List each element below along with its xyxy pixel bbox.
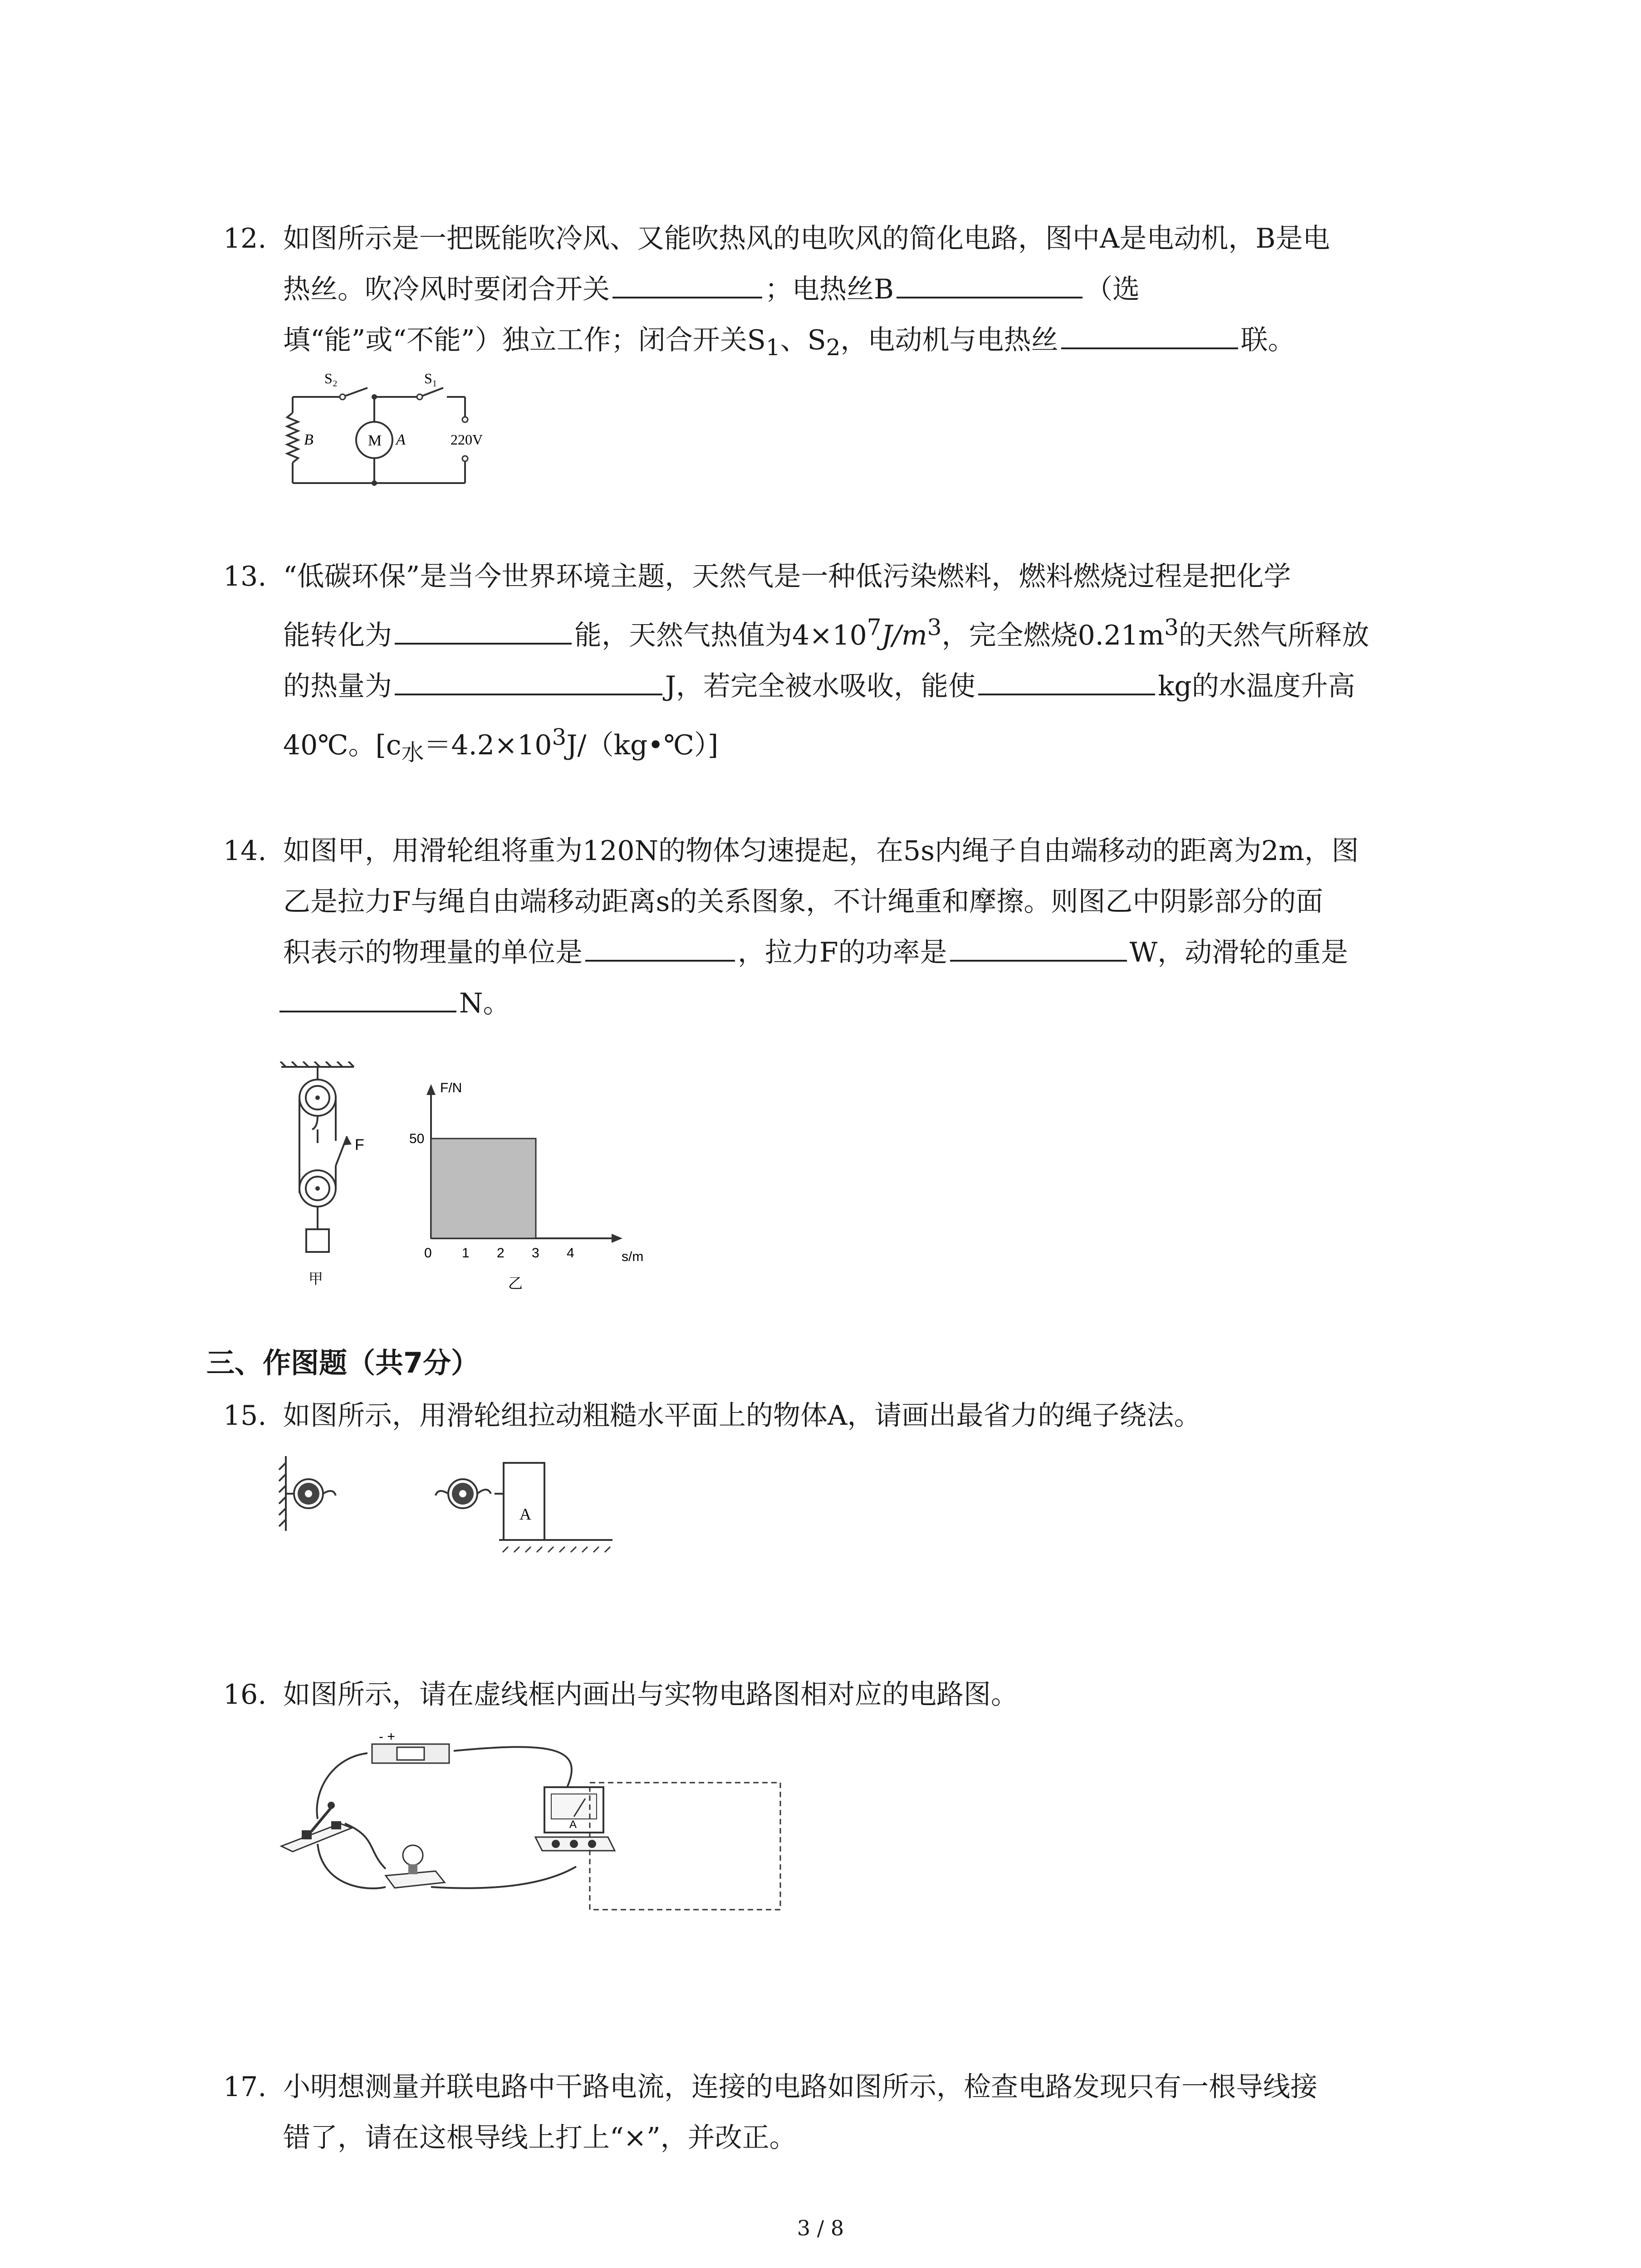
q14-line-4: N。 [223,978,1457,1029]
answer-blank[interactable] [950,933,1127,962]
svg-text:- +: - + [379,1733,395,1744]
question-number: 15. [223,1400,267,1432]
x-tick-1: 1 [462,1246,470,1261]
q14-line-2: 乙是拉力F与绳自由端移动距离s的关系图象，不计绳重和摩擦。则图乙中阴影部分的面 [283,886,1323,918]
object-a-label: A [519,1505,531,1523]
y-tick-50: 50 [409,1131,425,1146]
answer-blank[interactable] [279,983,456,1012]
q13-line-4: 40℃。$[c_水=4.2\times 10^3J/(kg•℃)]$ [283,724,719,766]
q12-line-2: 热丝。吹冷风时要闭合开关 ；电热丝B （选 [283,264,1457,315]
horizontal-pulley-figure [272,1454,626,1554]
label-s2: S₂ [324,370,338,386]
x-axis-label: s/m [622,1249,644,1264]
answer-blank[interactable] [395,666,662,695]
question-13 [223,551,1457,778]
shaded-work-area [431,1139,536,1238]
pulley-system-figure [272,1061,390,1297]
q17-line-1: 小明想测量并联电路中干路电流，连接的电路如图所示，检查电路发现只有一根导线接 [283,2071,1318,2103]
page-number: 3 / 8 [797,2216,844,2240]
q12-line-1: 如图所示是一把既能吹冷风、又能吹热风的电吹风的简化电路，图中A是电动机，B是电 [283,223,1330,254]
label-b: B [304,431,314,448]
q12-line-3: 填“能”或“不能”）独立工作；闭合开关$S_1$、$S_2$，电动机与电热丝 联。 [283,315,1457,373]
question-17 [223,2062,1457,2163]
x-tick-3: 3 [532,1246,539,1261]
ammeter [535,1787,615,1851]
ammeter-label: A [569,1818,577,1831]
x-tick-4: 4 [567,1246,574,1261]
label-a: A [396,431,406,448]
question-16 [223,1669,1457,1720]
answer-blank[interactable] [395,616,572,645]
q14-line-1: 如图甲，用滑轮组将重为120N的物体匀速提起，在5s内绳子自由端移动的距离为2m，图 [283,835,1359,867]
section-heading: 三、作图题（共7分） [206,1346,480,1379]
x-tick-2: 2 [497,1246,505,1261]
question-number: 17. [223,2071,267,2103]
force-label: F [355,1136,364,1154]
question-number: 12. [223,223,267,254]
question-12 [223,213,1457,373]
circuit-answer-box[interactable] [590,1783,780,1910]
q13-line-2: 能转化为 能，天然气热值为$4\times 10^7J/m^3$，完全燃烧$0.21m^3$的天然气所释放 [283,614,1369,651]
figure-yi-label: 乙 [508,1275,523,1292]
answer-blank[interactable] [978,666,1155,695]
question-number: 13. [223,561,267,592]
q14-line-3: 积表示的物理量的单位是 ，拉力F的功率是 W，动滑轮的重是 [283,927,1457,978]
q17-line-2: 错了，请在这根导线上打上“×”，并改正。 [283,2122,797,2154]
question-number: 16. [223,1679,267,1711]
q13-line-3: 的热量为 J，若完全被水吸收，能使 kg的水温度升高 [283,661,1457,712]
q16-line-1: 如图所示，请在虚线框内画出与实物电路图相对应的电路图。 [283,1679,1018,1711]
figure-jia-label: 甲 [309,1270,323,1287]
force-distance-graph [404,1075,658,1293]
hair-dryer-circuit-figure [279,370,488,501]
answer-blank[interactable] [585,933,735,962]
question-14 [223,826,1457,1029]
answer-blank[interactable] [612,269,762,298]
q13-line-1: “低碳环保”是当今世界环境主题，天然气是一种低污染燃料，燃料燃烧过程是把化学 [283,561,1291,592]
question-number: 14. [223,835,267,867]
label-s1: S₁ [424,370,437,386]
y-axis-label: F/N [440,1080,462,1095]
x-tick-0: 0 [424,1246,432,1261]
physical-circuit-figure [277,1733,794,1914]
light-bulb [386,1845,445,1888]
motor-label: M [368,432,382,449]
voltage-label: 220V [451,431,483,448]
question-15 [223,1390,1457,1441]
q15-line-1: 如图所示，用滑轮组拉动粗糙水平面上的物体A，请画出最省力的绳子绕法。 [283,1400,1201,1432]
answer-blank[interactable] [1061,320,1238,349]
answer-blank[interactable] [896,269,1083,298]
